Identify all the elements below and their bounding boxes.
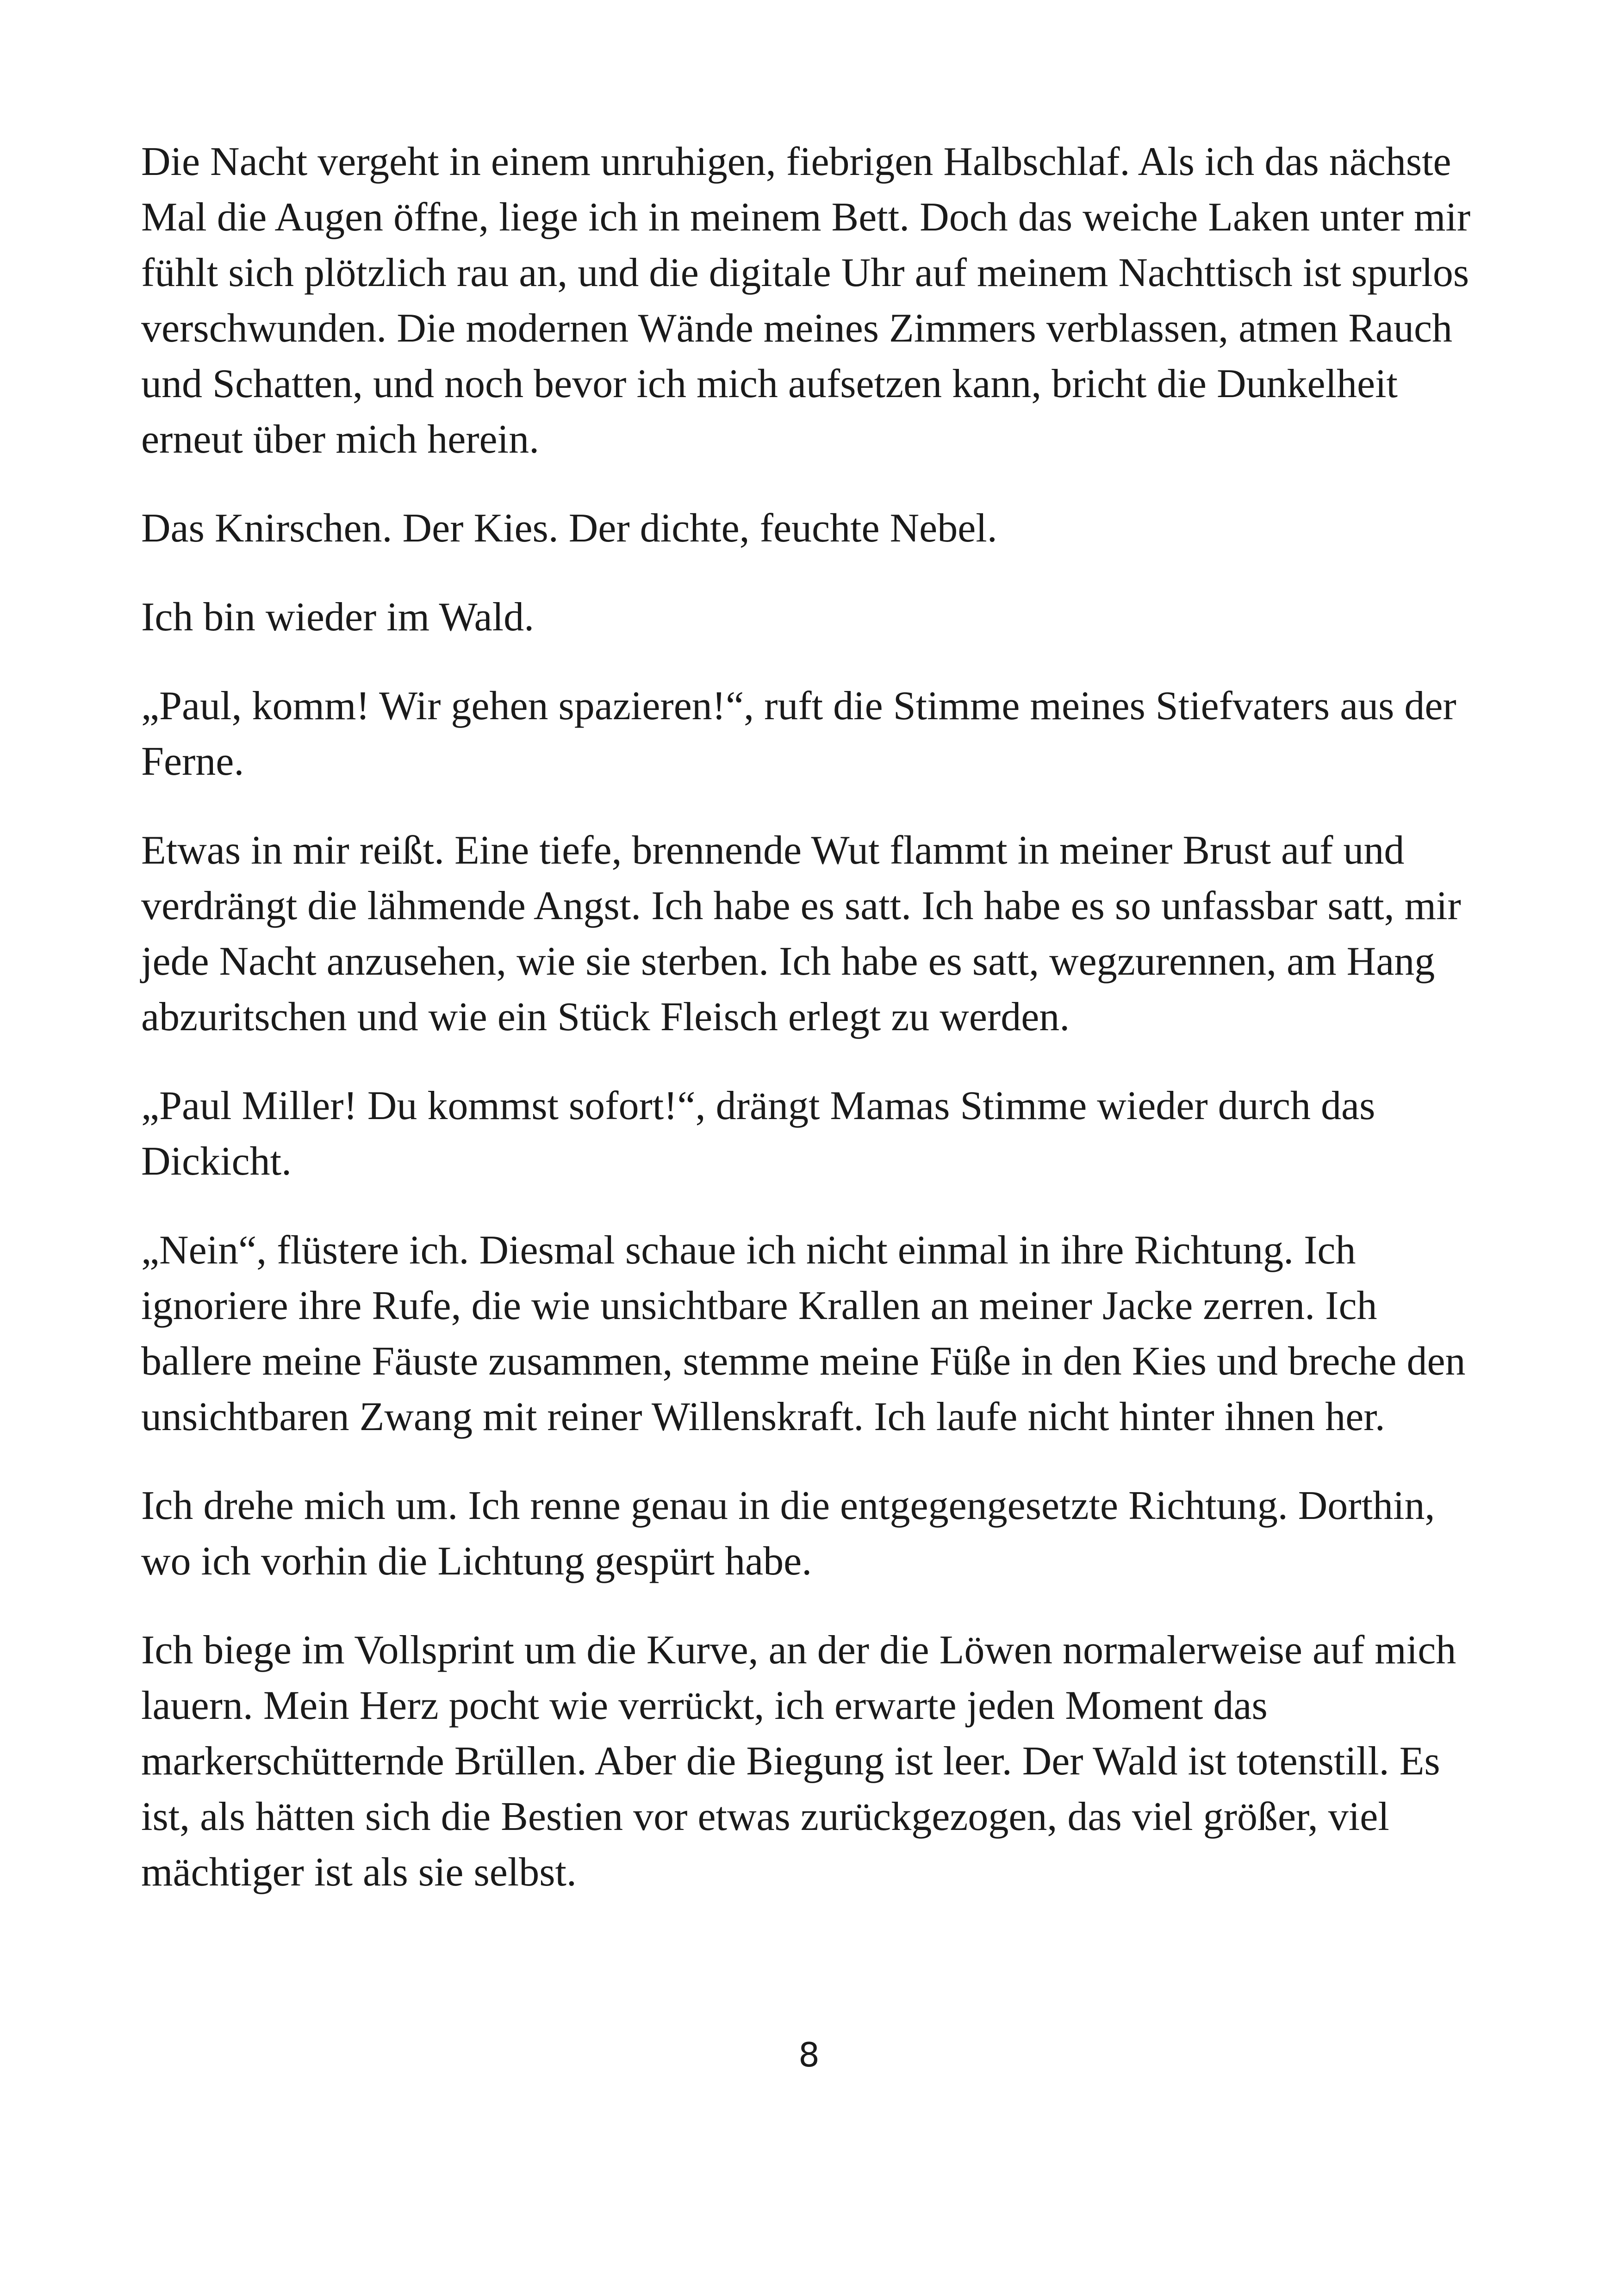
paragraph: Die Nacht vergeht in einem unruhigen, fiebrigen Halbschlaf. Als ich das nächste Mal die Augen öffne, liege ich in meinem Bett. Doch das weiche Laken unter mir fühlt sich plötzlich rau an, und die digitale Uhr auf meinem Nachttisch ist spurlos verschwunden. Die modernen Wände meines Zimmers verblassen, atmen Rauch und Schatten, und noch bevor ich mich aufsetzen kann, bricht die Dunkelheit erneut über mich herein. xyxy=(141,139,1471,462)
paragraph: „Paul Miller! Du kommst sofort!“, drängt Mamas Stimme wieder durch das Dickicht. xyxy=(141,1083,1375,1184)
paragraph: „Nein“, flüstere ich. Diesmal schaue ich nicht einmal in ihre Richtung. Ich ignoriere ihre Rufe, die wie unsichtbare Krallen an meiner Jacke zerren. Ich ballere meine Fäuste zusammen, stemme meine Füße in den Kies und breche den unsichtbaren Zwang mit reiner Willenskraft. Ich laufe nicht hinter ihnen her. xyxy=(141,1228,1466,1439)
paragraph: Ich bin wieder im Wald. xyxy=(141,595,535,640)
paragraph: Etwas in mir reißt. Eine tiefe, brennende Wut flammt in meiner Brust auf und verdrängt die lähmende Angst. Ich habe es satt. Ich habe es so unfassbar satt, mir jede Nacht anzusehen, wie sie sterben. Ich habe es satt, wegzurennen, am Hang abzuritschen und wie ein Stück Fleisch erlegt zu werden. xyxy=(141,828,1461,1039)
body-text xyxy=(141,134,1493,1934)
page-number: 8 xyxy=(798,2035,820,2074)
paragraph: Ich biege im Vollsprint um die Kurve, an der die Löwen normalerweise auf mich lauern. Mein Herz pocht wie verrückt, ich erwarte jeden Moment das markerschütternde Brüllen. Aber die Biegung ist leer. Der Wald ist totenstill. Es ist, als hätten sich die Bestien vor etwas zurückgezogen, das viel größer, viel mächtiger ist als sie selbst. xyxy=(141,1628,1456,1895)
paragraph: „Paul, komm! Wir gehen spazieren!“, ruft die Stimme meines Stiefvaters aus der Ferne. xyxy=(141,684,1456,784)
paragraph: Das Knirschen. Der Kies. Der dichte, feuchte Nebel. xyxy=(141,506,997,551)
paragraph: Ich drehe mich um. Ich renne genau in die entgegengesetzte Richtung. Dorthin, wo ich vorhin die Lichtung gespürt habe. xyxy=(141,1483,1435,1584)
